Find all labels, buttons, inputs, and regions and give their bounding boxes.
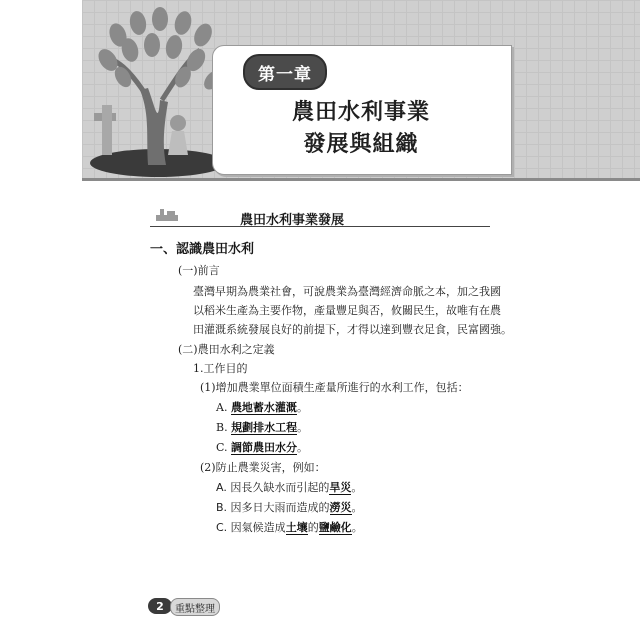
paragraph-line: 田灌溉系統發展良好的前提下，才得以達到豐衣足食，民富國強。 [193, 323, 512, 336]
list-item: B. 規劃排水工程。 [216, 421, 309, 434]
section-divider [150, 226, 490, 227]
heading-level1: 一、認識農田水利 [150, 242, 255, 257]
chapter-title-line1: 農田水利事業 [291, 100, 430, 125]
chapter-badge [243, 54, 327, 90]
subpoint-increase-yield: (1)增加農業單位面積生產量所進行的水利工作，包括： [200, 381, 469, 394]
subheading-preface: (一)前言 [178, 264, 220, 277]
list-item: C. 因氣候造成土壤的鹽鹼化。 [216, 521, 363, 534]
list-item: B. 因多日大雨而造成的澇災。 [216, 501, 363, 514]
list-item: A. 農地蓄水灌溉。 [216, 401, 308, 414]
list-item: C. 調節農田水分。 [216, 441, 309, 454]
list-item: A. 因長久缺水而引起的旱災。 [216, 481, 363, 494]
page-number: 2 [148, 598, 172, 614]
section-heading: 農田水利事業發展 [240, 213, 345, 228]
subheading-definition: (二)農田水利之定義 [178, 343, 275, 356]
section-marker-icon [154, 205, 180, 223]
paragraph-line: 以稻米生產為主要作物，產量豐足與否，攸關民生，故唯有在農 [193, 304, 501, 317]
header-divider [82, 178, 640, 181]
chapter-badge-text: 第一章 [258, 64, 312, 85]
point-purpose: 1.工作目的 [193, 362, 248, 375]
tree-illustration-icon [88, 5, 223, 177]
paragraph-line: 臺灣早期為農業社會，可說農業為臺灣經濟命脈之本，加之我國 [193, 285, 501, 298]
footer-label: 重點整理 [170, 598, 220, 616]
chapter-title-line2: 發展與組織 [303, 132, 419, 157]
subpoint-prevent-disaster: (2)防止農業災害，例如： [200, 461, 326, 474]
